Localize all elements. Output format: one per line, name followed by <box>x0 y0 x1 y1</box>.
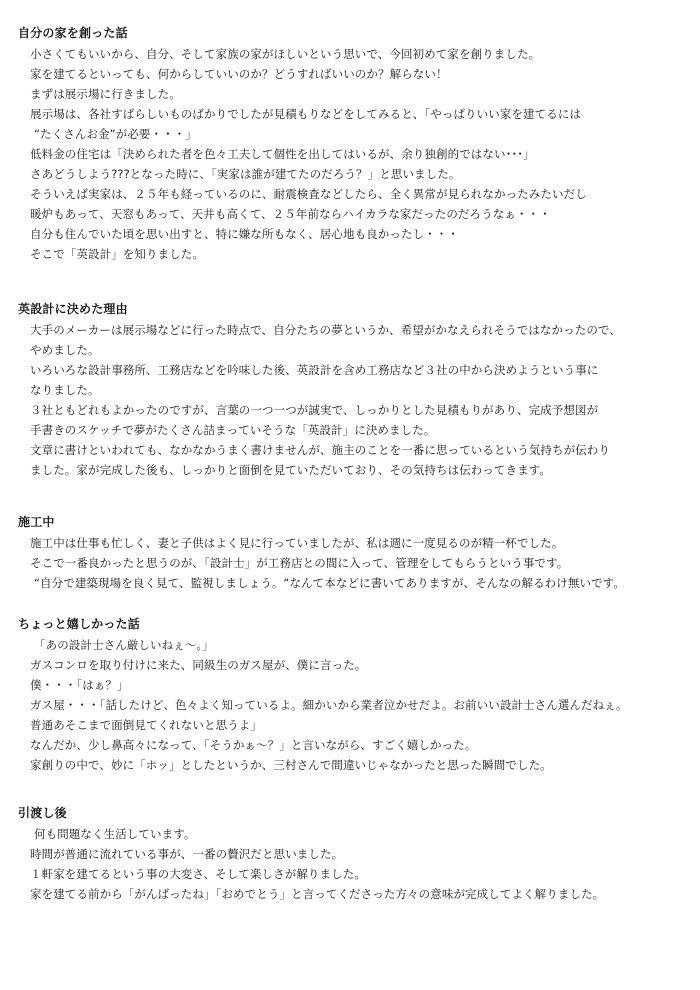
paragraph-line: ガスコンロを取り付けに来た、同級生のガス屋が、僕に言った。 <box>30 658 367 672</box>
paragraph-line: やめました。 <box>30 343 100 357</box>
paragraph-line: 手書きのスケッチで夢がたくさん詰まっていそうな「英設計」に決めました。 <box>30 423 436 437</box>
section-heading: ちょっと嬉しかった話 <box>18 617 141 631</box>
paragraph-line: 大手のメーカーは展示場などに行った時点で、自分たちの夢というか、希望がかなえられそうではなかったので、 <box>30 323 621 337</box>
paragraph-line: “自分で建築現場を良く見て、監視しましょう。“なんて本などに書いてありますが、そんなの解るわけ無いです。 <box>34 576 625 590</box>
paragraph-line: １軒家を建てるという事の大変さ、そして楽しさが解りました。 <box>30 867 366 881</box>
paragraph-line: 僕・・・「はぁ？」 <box>30 678 129 692</box>
paragraph-line: 家創りの中で、妙に「ホッ」としたというか、三村さんで間違いじゃなかったと思った瞬間でした。 <box>30 758 552 772</box>
paragraph-line: そこで一番良かったと思うのが、「設計士」が工務店との間に入って、管理をしてもらうという事です。 <box>30 556 569 570</box>
section-heading: 英設計に決めた理由 <box>18 302 128 316</box>
paragraph-line: 施工中は仕事も忙しく、妻と子供はよく見に行っていましたが、私は週に一度見るのが精一杯でした。 <box>30 536 564 550</box>
paragraph-line: ガス屋・・・「話したけど、色々よく知っているよ。細かいから業者泣かせだよ。お前いい設計士さん選んだねぇ。 <box>30 698 628 712</box>
paragraph-line: 展示場は、各社すばらしいものばかりでしたが見積もりなどをしてみると、「やっぱりいい家を建てるには <box>30 107 582 121</box>
paragraph-line: なんだか、少し鼻高々になって、「そうかぁ〜？」と言いながら、すごく嬉しかった。 <box>30 738 477 752</box>
paragraph-line: 「あの設計士さん厳しいねぇ〜。」 <box>34 638 214 652</box>
paragraph-line: まずは展示場に行きました。 <box>30 87 181 101</box>
paragraph-line: 普通あそこまで面倒見てくれないと思うよ」 <box>30 718 262 732</box>
paragraph-line: ました。家が完成した後も、しっかりと面倒を見ていただいており、その気持ちは伝わってきます。 <box>30 463 551 477</box>
section-heading: 施工中 <box>18 515 55 529</box>
paragraph-line: 暖炉もあって、天窓もあって、天井も高くて、２５年前ならハイカラな家だったのだろうなぁ・・・ <box>30 207 551 221</box>
paragraph-line: “たくさんお金”が必要・・・」 <box>34 127 197 141</box>
paragraph-line: 自分も住んでいた頃を思い出すと、特に嫌な所もなく、居心地も良かったし・・・ <box>30 227 459 241</box>
paragraph-line: さあどうしよう???となった時に、「実家は誰が建てたのだろう？」と思いました。 <box>30 167 461 181</box>
paragraph-line: 低料金の住宅は「決められた者を色々工夫して個性を出してはいるが、余り独創的ではない･･･」 <box>30 147 535 161</box>
paragraph-line: 文章に書けといわれても、なかなかうまく書けませんが、施主のことを一番に思っているという気持ちが伝わり <box>30 443 610 457</box>
paragraph-line: 家を建てるといっても、何からしていいのか？どうすればいいのか？解らない！ <box>30 67 448 81</box>
section-heading: 引渡し後 <box>18 806 67 820</box>
paragraph-line: いろいろな設計事務所、工務店などを吟味した後、英設計を含め工務店など３社の中から決めようという事に <box>30 363 599 377</box>
paragraph-line: 時間が普通に流れている事が、一番の贅沢だと思いました。 <box>30 847 344 861</box>
paragraph-line: ３社ともどれもよかったのですが、言葉の一つ一つが誠実で、しっかりとした見積もりがあり、完成予想図が <box>30 403 599 417</box>
section-heading: 自分の家を創った話 <box>18 26 128 40</box>
paragraph-line: そういえば実家は、２５年も経っているのに、耐震検査などしたら、全く異常が見られなかったみたいだし <box>30 187 587 201</box>
paragraph-line: 家を建てる前から「がんばったね」「おめでとう」と言ってくださった方々の意味が完成してよく解りました。 <box>30 887 605 901</box>
paragraph-line: 何も問題なく生活しています。 <box>34 827 196 841</box>
paragraph-line: 小さくてもいいから、自分、そして家族の家がほしいという思いで、今回初めて家を創りました。 <box>30 47 541 61</box>
paragraph-line: そこで「英設計」を知りました。 <box>30 247 204 261</box>
paragraph-line: なりました。 <box>30 383 100 397</box>
